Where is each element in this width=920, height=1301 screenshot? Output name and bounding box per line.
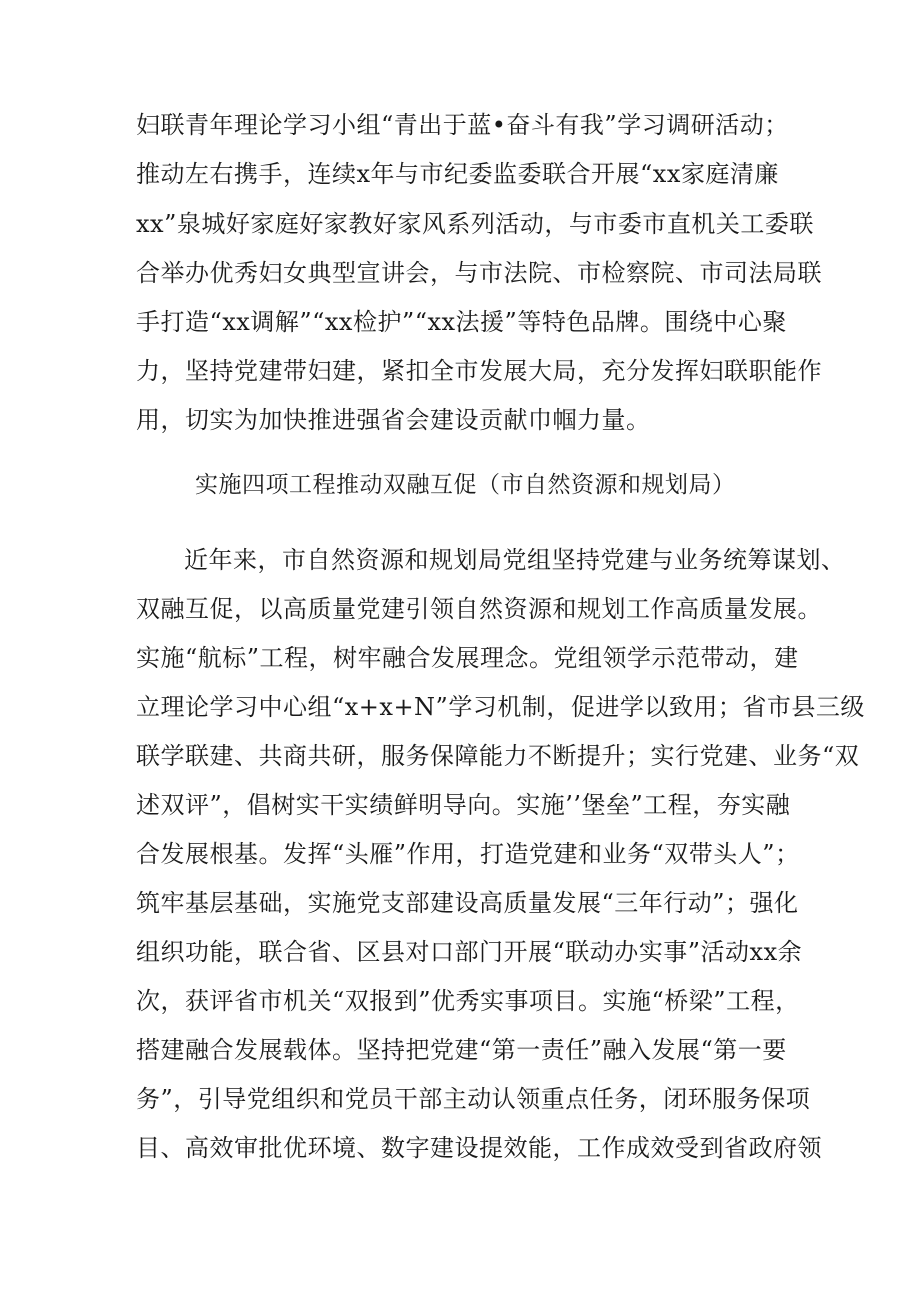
paragraph-line: 务”，引导党组织和党员干部主动认领重点任务，闭环服务保项: [136, 1085, 811, 1113]
paragraph-line: 力，坚持党建带妇建，紧扣全市发展大局，充分发挥妇联职能作: [136, 357, 822, 385]
paragraph-line: 推动左右携手，连续x年与市纪委监委联合开展“xx家庭清廉: [136, 160, 779, 188]
paragraph-line: 组织功能，联合省、区县对口部门开展“联动办实事”活动xx余: [136, 938, 803, 966]
paragraph-line: 筑牢基层基础，实施党支部建设高质量发展“三年行动”；强化: [136, 889, 799, 917]
section-heading: 实施四项工程推动双融互促（市自然资源和规划局）: [195, 472, 736, 498]
paragraph-line: 述双评”，倡树实干实绩鲜明导向。实施’’堡垒”工程，夯实融: [136, 791, 791, 819]
paragraph-line: 手打造“xx调解”“xx检护”“xx法援”等特色品牌。围绕中心聚: [136, 308, 787, 336]
paragraph-line: 立理论学习中心组“x+x+N”学习机制，促进学以致用；省市县三级: [136, 693, 865, 721]
paragraph-line: 妇联青年理论学习小组“青出于蓝•奋斗有我”学习调研活动；: [136, 111, 789, 139]
paragraph-line: 次，获评省市机关“双报到”优秀实事项目。实施“桥梁”工程，: [136, 987, 800, 1015]
paragraph-line: 目、高效审批优环境、数字建设提效能，工作成效受到省政府领: [136, 1134, 822, 1162]
paragraph-line: 用，切实为加快推进强省会建设贡献巾帼力量。: [136, 406, 651, 434]
paragraph-line: 搭建融合发展载体。坚持把党建“第一责任”融入发展“第一要: [136, 1036, 787, 1064]
paragraph-line: 双融互促，以高质量党建引领自然资源和规划工作高质量发展。: [136, 595, 822, 623]
paragraph-line: 联学联建、共商共研，服务保障能力不断提升；实行党建、业务“双: [136, 742, 860, 770]
paragraph-line: 实施“航标”工程，树牢融合发展理念。党组领学示范带动，建: [136, 644, 799, 672]
paragraph-line: xx”泉城好家庭好家教好家风系列活动，与市委市直机关工委联: [136, 210, 814, 238]
paragraph-line: 合发展根基。发挥“头雁”作用，打造党建和业务“双带头人”；: [136, 840, 800, 868]
paragraph-line: 合举办优秀妇女典型宣讲会，与市法院、市检察院、市司法局联: [136, 259, 822, 287]
paragraph-line: 近年来，市自然资源和规划局党组坚持党建与业务统筹谋划、: [184, 546, 846, 574]
